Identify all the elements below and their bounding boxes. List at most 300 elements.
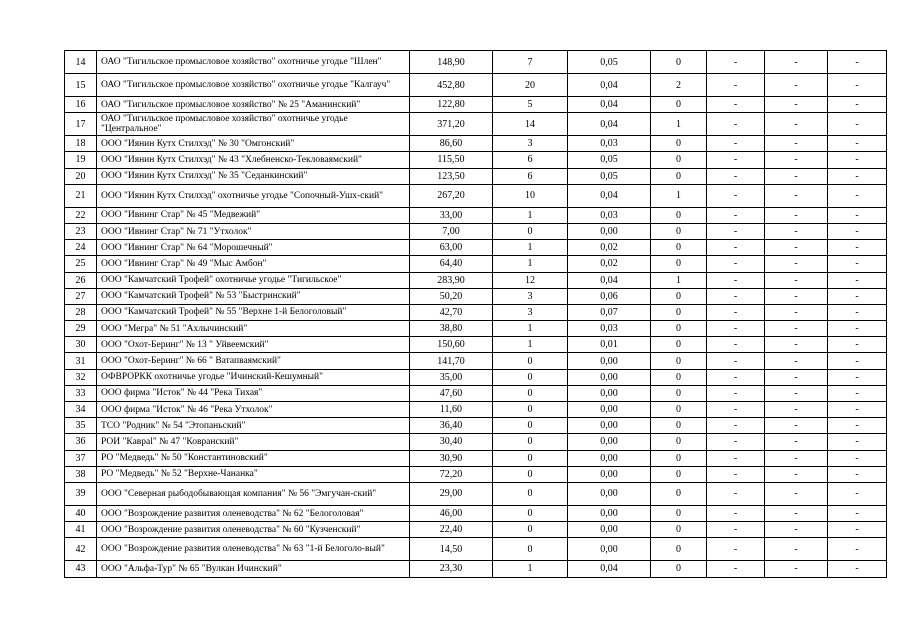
col-f-value: - [828, 207, 887, 223]
area-value: 33,00 [410, 207, 493, 223]
density-value: 0,04 [568, 272, 651, 288]
row-number: 23 [65, 223, 97, 239]
col-d-value: - [707, 152, 765, 168]
area-value: 47,60 [410, 385, 493, 401]
area-value: 35,00 [410, 369, 493, 385]
row-number: 24 [65, 240, 97, 256]
count-value: 3 [493, 288, 568, 304]
count-value: 1 [493, 207, 568, 223]
col-d-value: - [707, 256, 765, 272]
table-row [65, 450, 887, 466]
count-value: 6 [493, 168, 568, 184]
table-row [65, 97, 887, 113]
row-number: 21 [65, 184, 97, 207]
col-f-value: - [828, 337, 887, 353]
density-value: 0,05 [568, 168, 651, 184]
col-f-value: - [828, 321, 887, 337]
density-value: 0,00 [568, 522, 651, 538]
density-value: 0,00 [568, 450, 651, 466]
hunting-grounds-table [64, 50, 887, 578]
organization-name: ОФВРОРКК охотничье угодье "Ичинский-Кешумный" [97, 369, 410, 385]
col-e-value: - [765, 113, 828, 136]
count-value: 3 [493, 304, 568, 320]
area-value: 72,20 [410, 466, 493, 482]
organization-name: ООО "Охот-Беринг" № 66 " Ватапваямский" [97, 353, 410, 369]
col-f-value: - [828, 522, 887, 538]
quota-value: 0 [651, 538, 707, 561]
row-number: 29 [65, 321, 97, 337]
table-row [65, 168, 887, 184]
row-number: 16 [65, 97, 97, 113]
quota-value: 0 [651, 136, 707, 152]
col-e-value: - [765, 272, 828, 288]
density-value: 0,00 [568, 402, 651, 418]
col-f-value: - [828, 385, 887, 401]
quota-value: 0 [651, 337, 707, 353]
table-row [65, 304, 887, 320]
col-d-value: - [707, 561, 765, 577]
col-d-value: - [707, 385, 765, 401]
organization-name: ООО "Ивнинг Стар" № 45 "Медвежий" [97, 207, 410, 223]
area-value: 30,90 [410, 450, 493, 466]
col-e-value: - [765, 168, 828, 184]
area-value: 371,20 [410, 113, 493, 136]
row-number: 34 [65, 402, 97, 418]
density-value: 0,03 [568, 321, 651, 337]
quota-value: 1 [651, 113, 707, 136]
organization-name: ООО "Ивнинг Стар" № 49 "Мыс Амбон" [97, 256, 410, 272]
count-value: 0 [493, 418, 568, 434]
quota-value: 2 [651, 74, 707, 97]
col-d-value: - [707, 136, 765, 152]
table-row [65, 272, 887, 288]
col-e-value: - [765, 466, 828, 482]
area-value: 22,40 [410, 522, 493, 538]
col-f-value: - [828, 272, 887, 288]
col-e-value: - [765, 240, 828, 256]
col-d-value: - [707, 505, 765, 521]
col-e-value: - [765, 385, 828, 401]
row-number: 22 [65, 207, 97, 223]
count-value: 0 [493, 369, 568, 385]
organization-name: ООО "Альфа-Тур" № 65 "Вулкан Ичинский" [97, 561, 410, 577]
col-e-value: - [765, 402, 828, 418]
table-row [65, 184, 887, 207]
quota-value: 0 [651, 256, 707, 272]
area-value: 123,50 [410, 168, 493, 184]
area-value: 11,60 [410, 402, 493, 418]
col-f-value: - [828, 418, 887, 434]
row-number: 35 [65, 418, 97, 434]
count-value: 6 [493, 152, 568, 168]
area-value: 36,40 [410, 418, 493, 434]
col-e-value: - [765, 418, 828, 434]
area-value: 148,90 [410, 51, 493, 74]
table-row [65, 505, 887, 521]
col-f-value: - [828, 538, 887, 561]
row-number: 36 [65, 434, 97, 450]
table-body [65, 51, 887, 578]
col-e-value: - [765, 337, 828, 353]
col-e-value: - [765, 321, 828, 337]
table-row [65, 353, 887, 369]
col-e-value: - [765, 353, 828, 369]
area-value: 23,30 [410, 561, 493, 577]
col-f-value: - [828, 168, 887, 184]
row-number: 19 [65, 152, 97, 168]
density-value: 0,04 [568, 561, 651, 577]
row-number: 43 [65, 561, 97, 577]
organization-name: ООО фирма "Исток" № 46 "Река Утхолок" [97, 402, 410, 418]
col-d-value: - [707, 434, 765, 450]
count-value: 0 [493, 223, 568, 239]
row-number: 25 [65, 256, 97, 272]
col-f-value: - [828, 113, 887, 136]
organization-name: ОАО "Тигильское промысловое хозяйство" охотничье угодье "Шлен" [97, 51, 410, 74]
quota-value: 0 [651, 240, 707, 256]
organization-name: ОАО "Тигильское промысловое хозяйство" охотничье угодье "Калгауч" [97, 74, 410, 97]
col-f-value: - [828, 450, 887, 466]
organization-name: ООО "Иянин Кутх Стилхэд" № 30 "Омгонский" [97, 136, 410, 152]
quota-value: 0 [651, 369, 707, 385]
area-value: 29,00 [410, 482, 493, 505]
quota-value: 0 [651, 418, 707, 434]
quota-value: 0 [651, 482, 707, 505]
area-value: 122,80 [410, 97, 493, 113]
col-d-value: - [707, 97, 765, 113]
table-row [65, 522, 887, 538]
organization-name: ООО "Возрождение развития оленеводства" № 62 "Белоголовая" [97, 505, 410, 521]
row-number: 37 [65, 450, 97, 466]
organization-name: ООО "Камчатский Трофей" № 55 "Верхне 1-й Белоголовый" [97, 304, 410, 320]
table-row [65, 434, 887, 450]
count-value: 0 [493, 482, 568, 505]
count-value: 0 [493, 466, 568, 482]
quota-value: 0 [651, 522, 707, 538]
col-e-value: - [765, 223, 828, 239]
count-value: 0 [493, 385, 568, 401]
organization-name: ООО "Иянин Кутх Стилхэд" охотничье угодье "Сопочный-Ушх-ский" [97, 184, 410, 207]
density-value: 0,00 [568, 385, 651, 401]
col-f-value: - [828, 256, 887, 272]
col-f-value: - [828, 136, 887, 152]
density-value: 0,06 [568, 288, 651, 304]
col-f-value: - [828, 505, 887, 521]
col-f-value: - [828, 304, 887, 320]
col-d-value: - [707, 466, 765, 482]
quota-value: 0 [651, 207, 707, 223]
col-f-value: - [828, 223, 887, 239]
organization-name: ООО "Возрождение развития оленеводства" № 63 "1-й Белоголо-вый" [97, 538, 410, 561]
table-row [65, 256, 887, 272]
col-e-value: - [765, 74, 828, 97]
organization-name: ООО "Иянин Кутх Стилхэд" № 35 "Седанкинский" [97, 168, 410, 184]
row-number: 17 [65, 113, 97, 136]
col-d-value: - [707, 482, 765, 505]
quota-value: 0 [651, 97, 707, 113]
col-d-value: - [707, 207, 765, 223]
quota-value: 0 [651, 304, 707, 320]
row-number: 20 [65, 168, 97, 184]
area-value: 150,60 [410, 337, 493, 353]
count-value: 0 [493, 450, 568, 466]
table-row [65, 385, 887, 401]
row-number: 38 [65, 466, 97, 482]
col-e-value: - [765, 152, 828, 168]
col-d-value: - [707, 450, 765, 466]
table-row [65, 482, 887, 505]
organization-name: РО "Медведь" № 50 "Константиновский" [97, 450, 410, 466]
density-value: 0,04 [568, 97, 651, 113]
area-value: 86,60 [410, 136, 493, 152]
count-value: 3 [493, 136, 568, 152]
area-value: 283,90 [410, 272, 493, 288]
col-e-value: - [765, 522, 828, 538]
col-d-value: - [707, 402, 765, 418]
table-row [65, 337, 887, 353]
col-e-value: - [765, 288, 828, 304]
table-row [65, 402, 887, 418]
count-value: 1 [493, 321, 568, 337]
col-e-value: - [765, 369, 828, 385]
table-row [65, 369, 887, 385]
col-f-value: - [828, 240, 887, 256]
organization-name: ООО "Охот-Беринг" № 13 " Уйвеемский" [97, 337, 410, 353]
density-value: 0,05 [568, 51, 651, 74]
quota-value: 0 [651, 223, 707, 239]
col-e-value: - [765, 51, 828, 74]
count-value: 20 [493, 74, 568, 97]
row-number: 26 [65, 272, 97, 288]
quota-value: 0 [651, 353, 707, 369]
col-d-value: - [707, 522, 765, 538]
count-value: 12 [493, 272, 568, 288]
col-f-value: - [828, 369, 887, 385]
density-value: 0,00 [568, 418, 651, 434]
col-f-value: - [828, 482, 887, 505]
count-value: 1 [493, 561, 568, 577]
organization-name: ООО "Ивнинг Стар" № 64 "Морошечный" [97, 240, 410, 256]
count-value: 0 [493, 522, 568, 538]
area-value: 64,40 [410, 256, 493, 272]
area-value: 115,50 [410, 152, 493, 168]
col-d-value: - [707, 353, 765, 369]
count-value: 0 [493, 402, 568, 418]
col-e-value: - [765, 136, 828, 152]
quota-value: 0 [651, 385, 707, 401]
col-f-value: - [828, 402, 887, 418]
area-value: 38,80 [410, 321, 493, 337]
col-f-value: - [828, 152, 887, 168]
col-d-value: - [707, 51, 765, 74]
quota-value: 1 [651, 184, 707, 207]
col-d-value: - [707, 288, 765, 304]
density-value: 0,00 [568, 482, 651, 505]
count-value: 14 [493, 113, 568, 136]
table-row [65, 418, 887, 434]
quota-value: 1 [651, 272, 707, 288]
organization-name: ООО "Возрождение развития оленеводства" № 60 "Кузченский" [97, 522, 410, 538]
col-d-value: - [707, 418, 765, 434]
col-d-value: - [707, 113, 765, 136]
density-value: 0,00 [568, 466, 651, 482]
table-row [65, 240, 887, 256]
col-d-value: - [707, 337, 765, 353]
density-value: 0,07 [568, 304, 651, 320]
col-d-value: - [707, 304, 765, 320]
density-value: 0,01 [568, 337, 651, 353]
table-row [65, 538, 887, 561]
row-number: 15 [65, 74, 97, 97]
row-number: 42 [65, 538, 97, 561]
quota-value: 0 [651, 466, 707, 482]
quota-value: 0 [651, 51, 707, 74]
organization-name: ОАО "Тигильское промысловое хозяйство" № 25 "Аманинский" [97, 97, 410, 113]
col-e-value: - [765, 538, 828, 561]
area-value: 50,20 [410, 288, 493, 304]
row-number: 30 [65, 337, 97, 353]
quota-value: 0 [651, 450, 707, 466]
density-value: 0,00 [568, 538, 651, 561]
row-number: 32 [65, 369, 97, 385]
col-f-value: - [828, 288, 887, 304]
area-value: 141,70 [410, 353, 493, 369]
col-e-value: - [765, 434, 828, 450]
quota-value: 0 [651, 152, 707, 168]
col-d-value: - [707, 74, 765, 97]
density-value: 0,02 [568, 240, 651, 256]
density-value: 0,04 [568, 113, 651, 136]
organization-name: ООО "Иянин Кутх Стилхэд" № 43 "Хлебненско-Текловаямский" [97, 152, 410, 168]
row-number: 39 [65, 482, 97, 505]
col-e-value: - [765, 482, 828, 505]
col-f-value: - [828, 184, 887, 207]
col-e-value: - [765, 304, 828, 320]
count-value: 0 [493, 353, 568, 369]
organization-name: ООО фирма "Исток" № 44 "Река Тихая" [97, 385, 410, 401]
table-row [65, 152, 887, 168]
area-value: 267,20 [410, 184, 493, 207]
row-number: 14 [65, 51, 97, 74]
organization-name: ООО "Камчатский Трофей" № 53 "Быстринский" [97, 288, 410, 304]
col-e-value: - [765, 561, 828, 577]
row-number: 33 [65, 385, 97, 401]
count-value: 1 [493, 337, 568, 353]
table-row [65, 51, 887, 74]
density-value: 0,03 [568, 207, 651, 223]
count-value: 0 [493, 505, 568, 521]
quota-value: 0 [651, 321, 707, 337]
col-f-value: - [828, 97, 887, 113]
count-value: 5 [493, 97, 568, 113]
row-number: 18 [65, 136, 97, 152]
density-value: 0,02 [568, 256, 651, 272]
count-value: 1 [493, 256, 568, 272]
col-e-value: - [765, 207, 828, 223]
density-value: 0,03 [568, 136, 651, 152]
table-row [65, 74, 887, 97]
col-d-value: - [707, 184, 765, 207]
col-d-value: - [707, 240, 765, 256]
table-row [65, 288, 887, 304]
quota-value: 0 [651, 434, 707, 450]
area-value: 452,80 [410, 74, 493, 97]
col-f-value: - [828, 353, 887, 369]
count-value: 0 [493, 434, 568, 450]
col-e-value: - [765, 450, 828, 466]
count-value: 7 [493, 51, 568, 74]
density-value: 0,00 [568, 434, 651, 450]
row-number: 31 [65, 353, 97, 369]
quota-value: 0 [651, 168, 707, 184]
col-d-value: - [707, 321, 765, 337]
organization-name: ООО "Северная рыбодобывающая компания" № 56 "Эмгучан-ский" [97, 482, 410, 505]
organization-name: РО "Медведь" № 52 "Верхне-Чананка" [97, 466, 410, 482]
density-value: 0,05 [568, 152, 651, 168]
col-f-value: - [828, 561, 887, 577]
col-f-value: - [828, 434, 887, 450]
col-d-value: - [707, 223, 765, 239]
table-row [65, 223, 887, 239]
area-value: 7,00 [410, 223, 493, 239]
row-number: 28 [65, 304, 97, 320]
organization-name: ООО "Камчатский Трофей" охотничье угодье "Тигильское" [97, 272, 410, 288]
organization-name: ОАО "Тигильское промысловое хозяйство" охотничье угодье "Центральное" [97, 113, 410, 136]
count-value: 1 [493, 240, 568, 256]
col-d-value: - [707, 272, 765, 288]
area-value: 14,50 [410, 538, 493, 561]
col-f-value: - [828, 51, 887, 74]
density-value: 0,04 [568, 74, 651, 97]
area-value: 46,00 [410, 505, 493, 521]
col-f-value: - [828, 466, 887, 482]
col-e-value: - [765, 184, 828, 207]
col-e-value: - [765, 97, 828, 113]
organization-name: ООО "Ивнинг Стар" № 71 "Утхолок" [97, 223, 410, 239]
area-value: 30,40 [410, 434, 493, 450]
count-value: 0 [493, 538, 568, 561]
density-value: 0,00 [568, 369, 651, 385]
table-row [65, 561, 887, 577]
quota-value: 0 [651, 561, 707, 577]
table-row [65, 207, 887, 223]
col-e-value: - [765, 256, 828, 272]
row-number: 40 [65, 505, 97, 521]
organization-name: ООО "Мегра" № 51 "Ахлычинский" [97, 321, 410, 337]
row-number: 41 [65, 522, 97, 538]
density-value: 0,04 [568, 184, 651, 207]
quota-value: 0 [651, 288, 707, 304]
organization-name: ТСО "Родник" № 54 "Этопаньский" [97, 418, 410, 434]
area-value: 42,70 [410, 304, 493, 320]
col-e-value: - [765, 505, 828, 521]
table-row [65, 136, 887, 152]
density-value: 0,00 [568, 223, 651, 239]
col-d-value: - [707, 538, 765, 561]
density-value: 0,00 [568, 505, 651, 521]
col-d-value: - [707, 369, 765, 385]
quota-value: 0 [651, 505, 707, 521]
col-d-value: - [707, 168, 765, 184]
col-f-value: - [828, 74, 887, 97]
table-row [65, 466, 887, 482]
organization-name: РОИ "Кавраl" № 47 "Ковранский" [97, 434, 410, 450]
table-row [65, 321, 887, 337]
quota-value: 0 [651, 402, 707, 418]
density-value: 0,00 [568, 353, 651, 369]
area-value: 63,00 [410, 240, 493, 256]
count-value: 10 [493, 184, 568, 207]
